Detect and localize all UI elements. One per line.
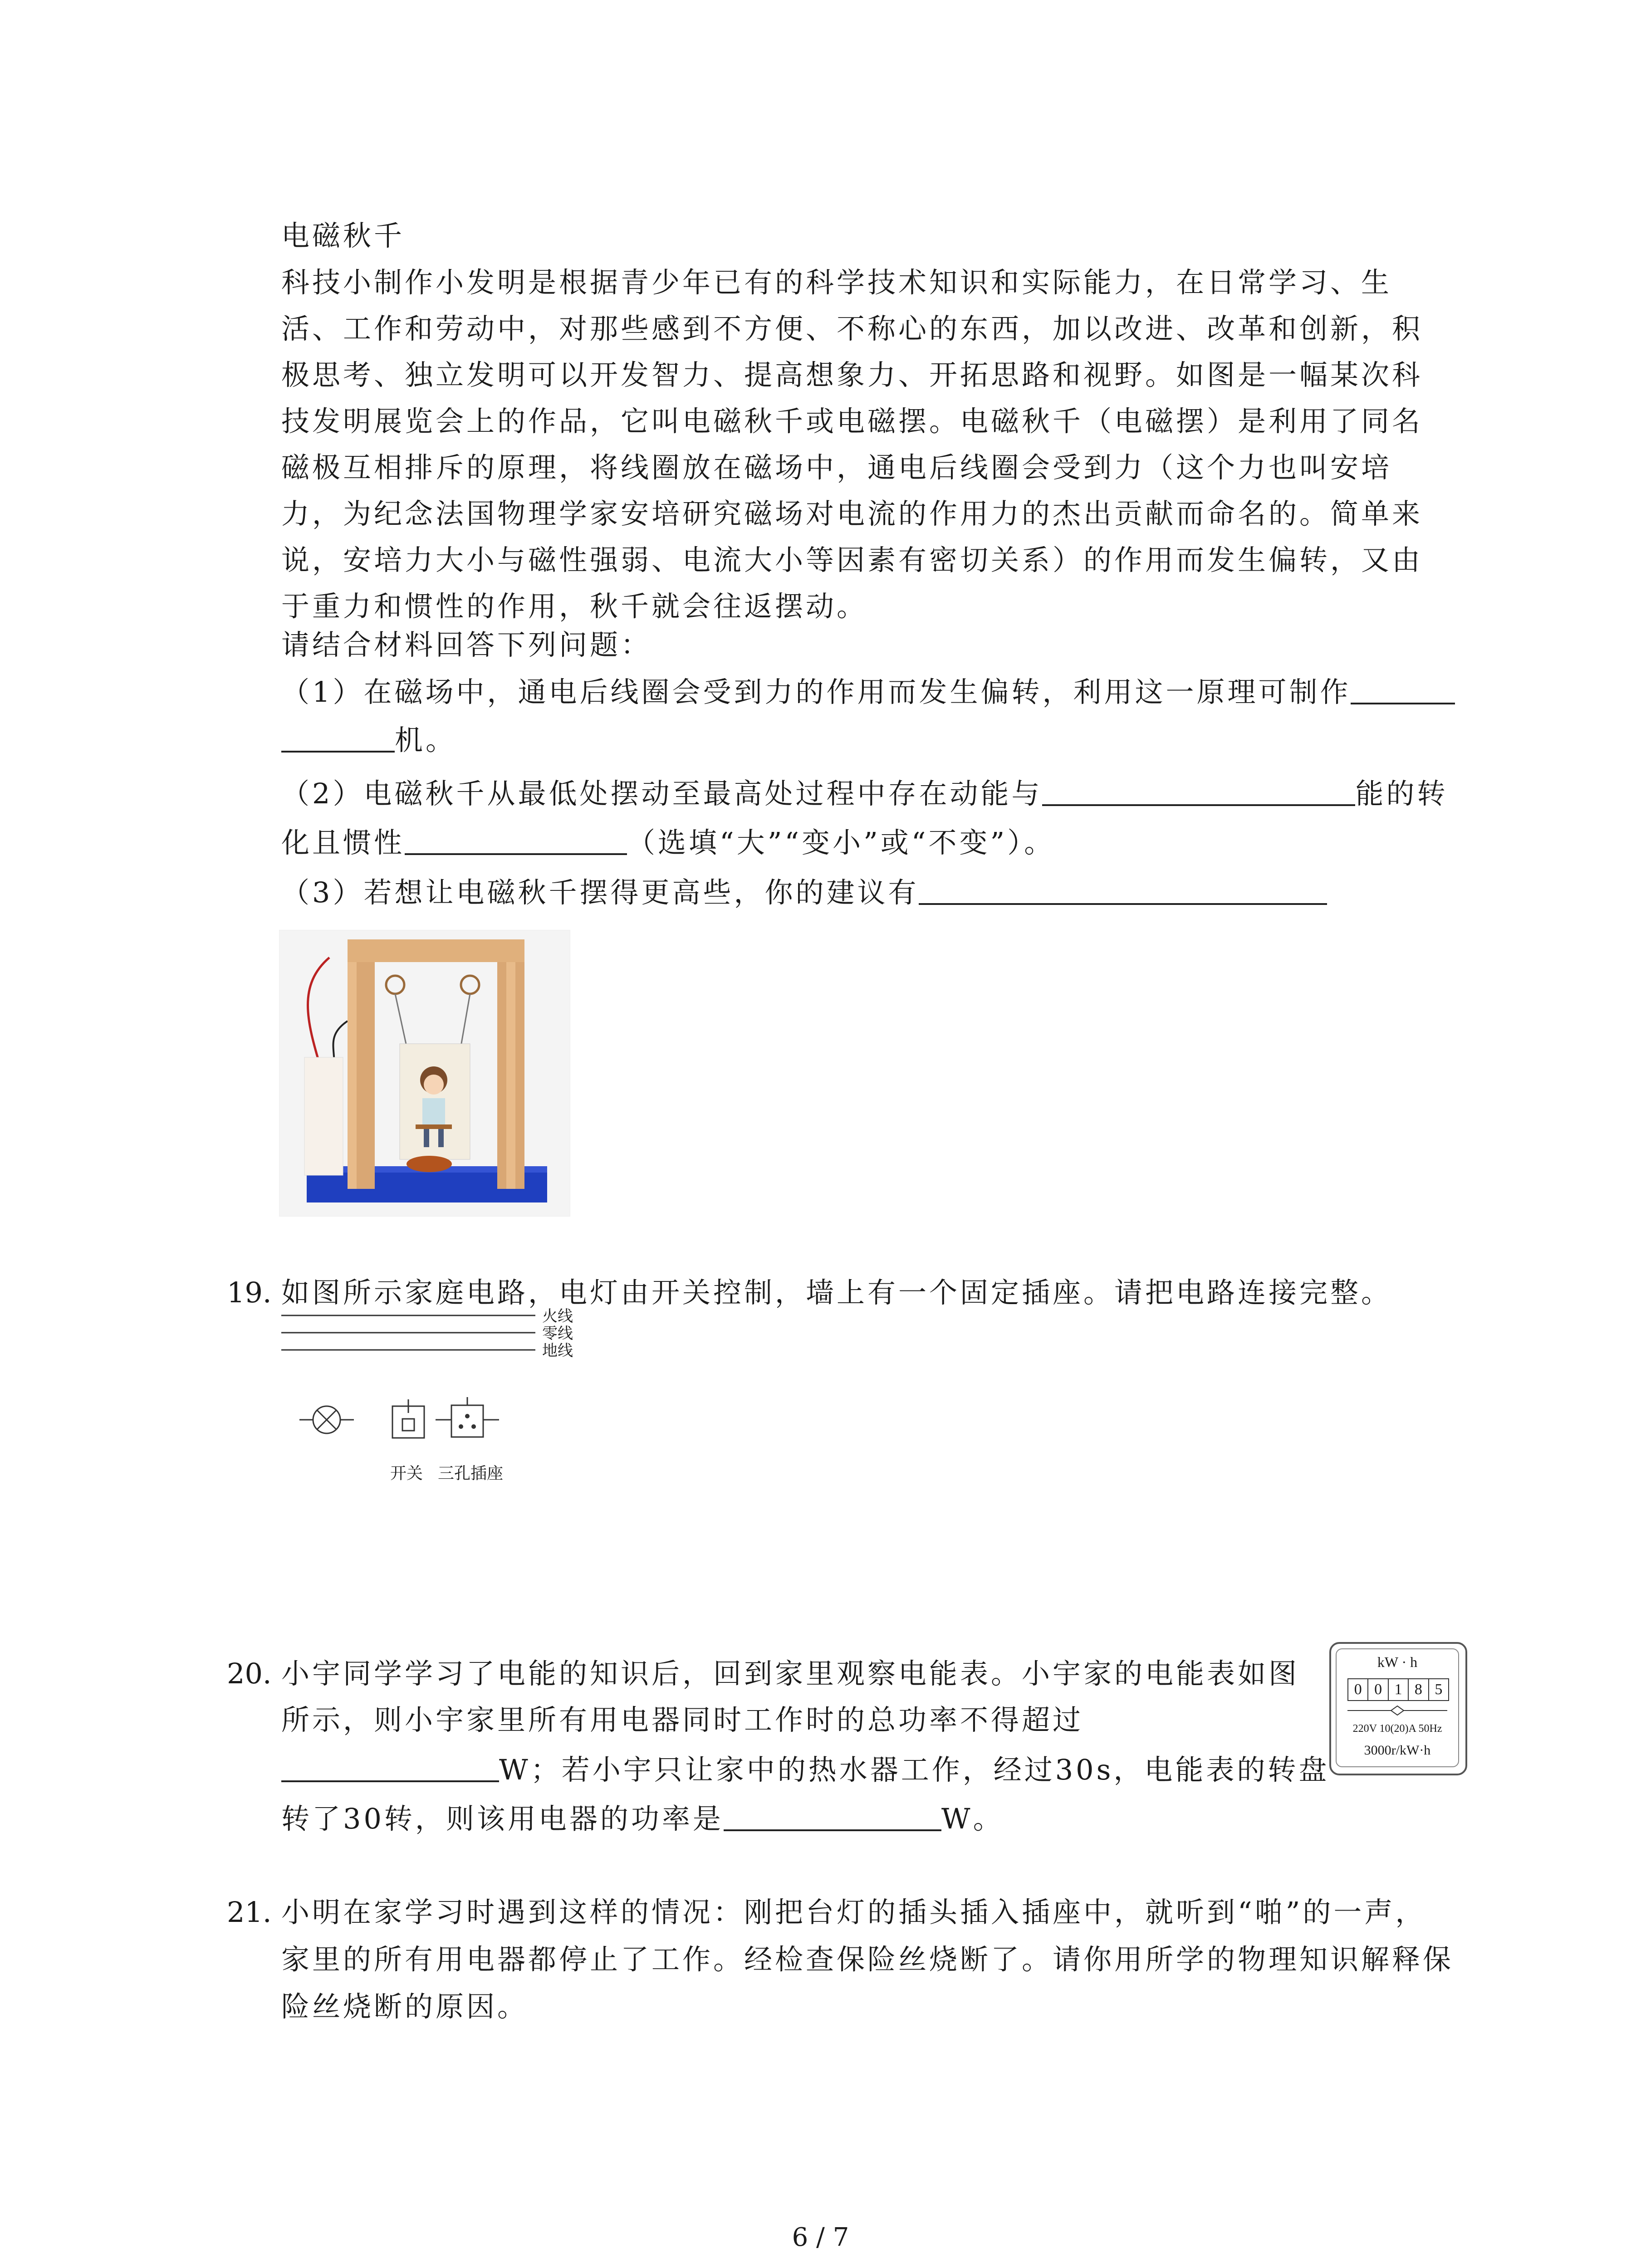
wire-label-neutral: 零线 <box>542 1325 573 1343</box>
meter-digits <box>1347 1678 1449 1701</box>
label-switch: 开关 <box>390 1464 423 1483</box>
q18-part1-suffix: 机。 <box>395 723 457 757</box>
q18-part2 <box>281 771 1448 816</box>
prompt-text: 请结合材料回答下列问题： <box>281 628 652 661</box>
q20-line3-text: W；若小宇只让家中的热水器工作，经过30s，电能表的转盘 <box>499 1753 1330 1786</box>
q20-line4-unit: W。 <box>941 1802 1004 1835</box>
q18-part2-blank1[interactable] <box>1042 772 1355 806</box>
q18-part3-text: （3）若想让电磁秋千摆得更高些，你的建议有 <box>281 876 919 909</box>
electromagnetic-swing-image <box>279 930 570 1217</box>
meter-digit: 8 <box>1409 1679 1429 1700</box>
q21-line3: 险丝烧断的原因。 <box>281 1990 529 2023</box>
q21-line2: 家里的所有用电器都停止了工作。经检查保险丝烧断了。请你用所学的物理知识解释保 <box>281 1943 1454 1976</box>
q18-part3-blank[interactable] <box>919 871 1327 905</box>
q20-line3 <box>281 1747 1329 1793</box>
q18-part2-cont <box>281 820 1055 865</box>
q21-number: 21. <box>227 1896 272 1929</box>
q20-blank1[interactable] <box>281 1749 499 1782</box>
q18-part2-text4: （选填“大”“变小”或“不变”）。 <box>627 826 1055 859</box>
q18-part1-cont <box>281 718 456 763</box>
section-title: 电磁秋千 <box>281 219 405 252</box>
label-socket: 三孔插座 <box>438 1464 504 1483</box>
q18-part1-blank-cont[interactable] <box>281 719 395 753</box>
q18-part2-text2: 能的转 <box>1355 777 1448 810</box>
q18-part3 <box>281 870 1327 915</box>
q19-circuit-diagram <box>281 1307 599 1515</box>
meter-constant: 3000r/kW·h <box>1364 1743 1431 1758</box>
q18-part1-blank[interactable] <box>1351 671 1455 704</box>
q20-line4-text: 转了30转，则该用电器的功率是 <box>281 1802 724 1835</box>
meter-digit: 1 <box>1389 1679 1409 1700</box>
q20-number: 20. <box>227 1657 272 1690</box>
meter-unit: kW · h <box>1377 1654 1418 1670</box>
q20-line4 <box>281 1796 1004 1842</box>
page-number: 6 / 7 <box>792 2223 849 2252</box>
q18-part1 <box>281 670 1455 715</box>
q20-line1: 小宇同学学习了电能的知识后，回到家里观察电能表。小宇家的电能表如图 <box>281 1657 1300 1690</box>
q20-blank2[interactable] <box>724 1798 941 1831</box>
wire-label-ground: 地线 <box>542 1342 573 1360</box>
q18-part2-text: （2）电磁秋千从最低处摆动至最高处过程中存在动能与 <box>281 777 1043 810</box>
q20-line2: 所示，则小宇家里所有用电器同时工作时的总功率不得超过 <box>281 1703 1084 1736</box>
meter-digit: 0 <box>1348 1679 1368 1700</box>
q18-part1-text: （1）在磁场中，通电后线圈会受到力的作用而发生偏转，利用这一原理可制作 <box>281 675 1351 709</box>
meter-digit: 5 <box>1435 1681 1443 1698</box>
q21-line1: 小明在家学习时遇到这样的情况：刚把台灯的插头插入插座中，就听到“啪”的一声， <box>281 1896 1426 1929</box>
q18-part2-blank2[interactable] <box>405 821 627 855</box>
passage-text: 科技小制作小发明是根据青少年已有的科学技术知识和实际能力，在日常学习、生活、工作和劳动中，对那些感到不方便、不称心的东西，加以改进、改革和创新，积极思考、独立发明可以开发智力、提高想象力、开拓思路和视野。如图是一幅某次科技发明展览会上的作品，它叫电磁秋千或电磁摆。电磁秋千（电磁摆）是利用了同名磁极互相排斥的原理，将线圈放在磁场中，通电后线圈会受到力（这个力也叫安培力，为纪念法国物理学家安培研究磁场对电流的作用力的杰出贡献而命名的。简单来说，安培力大小与磁性强弱、电流大小等因素有密切关系）的作用而发生偏转，又由于重力和惯性的作用，秋千就会往返摆动。 <box>281 266 1423 623</box>
meter-disc-indicator-icon <box>1347 1704 1447 1717</box>
meter-digit: 0 <box>1368 1679 1388 1700</box>
meter-rating: 220V 10(20)A 50Hz <box>1352 1723 1442 1735</box>
energy-meter-image <box>1329 1642 1465 1774</box>
q18-part2-text3: 化且惯性 <box>281 826 405 859</box>
q19-number: 19. <box>227 1276 272 1309</box>
wire-label-live: 火线 <box>542 1307 573 1325</box>
q19-text: 如图所示家庭电路，电灯由开关控制，墙上有一个固定插座。请把电路连接完整。 <box>281 1276 1392 1309</box>
